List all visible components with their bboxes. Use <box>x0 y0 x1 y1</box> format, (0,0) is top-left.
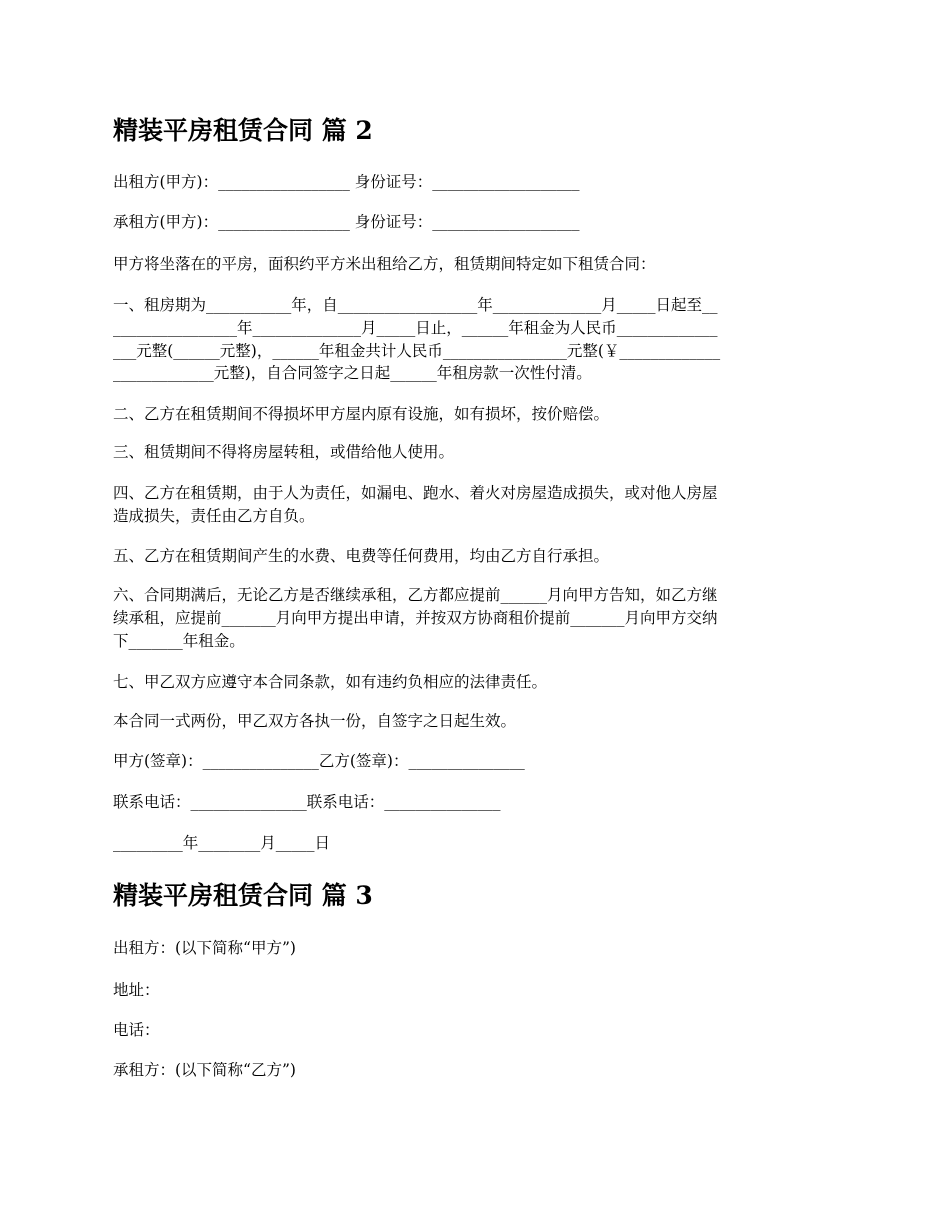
lessee-info: 承租方：(以下简称“乙方”) <box>113 1061 296 1079</box>
section-2-title: 精装平房租赁合同 篇 2 <box>113 116 373 145</box>
phone-line: 联系电话：_______________联系电话：_______________ <box>113 793 501 811</box>
date-line: _________年________月_____日 <box>113 834 331 852</box>
clause-4-line-1: 四、乙方在租赁期，由于人为责任，如漏电、跑水、着火对房屋造成损失，或对他人房屋 <box>113 484 718 502</box>
lessee-line: 承租方(甲方)：_________________ 身份证号：___________________ <box>113 213 580 231</box>
lessor-line: 出租方(甲方)：_________________ 身份证号：___________________ <box>113 173 580 191</box>
lessor-info: 出租方：(以下简称“甲方”) <box>113 939 296 957</box>
clause-1-line-1: 一、租房期为___________年，自__________________年______________月_____日起至__ <box>113 296 718 314</box>
section-3-title: 精装平房租赁合同 篇 3 <box>113 881 373 910</box>
address-label: 地址： <box>113 981 160 999</box>
clause-1-line-2: ________________年______________月_____日止，______年租金为人民币_____________ <box>113 319 718 337</box>
clause-6-line-1: 六、合同期满后，无论乙方是否继续承租，乙方都应提前______月向甲方告知，如乙方继 <box>113 586 718 604</box>
intro-paragraph: 甲方将坐落在的平房，面积约平方米出租给乙方，租赁期间特定如下租赁合同： <box>113 255 656 273</box>
clause-3: 三、租赁期间不得将房屋转租，或借给他人使用。 <box>113 443 455 461</box>
clause-4-line-2: 造成损失，责任由乙方自负。 <box>113 507 315 525</box>
copies-statement: 本合同一式两份，甲乙双方各执一份，自签字之日起生效。 <box>113 712 517 730</box>
clause-6-line-2: 续承租，应提前_______月向甲方提出申请，并按双方协商租价提前_______月向甲方交纳 <box>113 609 718 627</box>
phone-label: 电话： <box>113 1021 160 1039</box>
clause-5: 五、乙方在租赁期间产生的水费、电费等任何费用，均由乙方自行承担。 <box>113 547 610 565</box>
clause-1-line-3: ___元整(______元整)，______年租金共计人民币________________元整(￥_____________ <box>113 342 721 360</box>
signature-line: 甲方(签章)：_______________乙方(签章)：_______________ <box>113 752 525 770</box>
clause-1-line-4: _____________元整)，自合同签字之日起______年租房款一次性付清。 <box>113 364 592 382</box>
clause-6-line-3: 下_______年租金。 <box>113 632 245 650</box>
clause-7: 七、甲乙双方应遵守本合同条款，如有违约负相应的法律责任。 <box>113 673 548 691</box>
clause-2: 二、乙方在租赁期间不得损坏甲方屋内原有设施，如有损坏，按价赔偿。 <box>113 405 610 423</box>
